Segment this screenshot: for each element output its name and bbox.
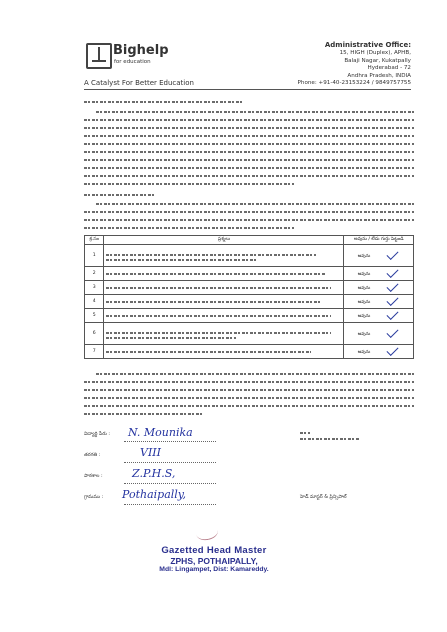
checkmark-icon bbox=[384, 311, 400, 319]
school-value: Z.P.H.S, bbox=[132, 467, 176, 480]
headmaster-stamp bbox=[154, 545, 274, 573]
row-serial: 1 bbox=[85, 245, 104, 267]
bighelp-logo-icon bbox=[86, 43, 112, 69]
checkmark-icon bbox=[384, 251, 400, 259]
row-question bbox=[104, 281, 344, 295]
office-line: Balaji Nagar, Kukatpally bbox=[344, 57, 411, 64]
table-row bbox=[85, 281, 414, 295]
header-serial: క్ర.సం bbox=[85, 236, 104, 245]
row-question bbox=[104, 295, 344, 309]
row-question bbox=[104, 345, 344, 359]
stamp-title: Gazetted Head Master bbox=[161, 545, 267, 556]
answer-text: అవును bbox=[357, 285, 371, 291]
row-answer bbox=[344, 295, 414, 309]
stamp-address: Mdl: Lingampet, Dist: Kamareddy. bbox=[159, 566, 269, 573]
table-header-row bbox=[85, 236, 414, 245]
checkmark-icon bbox=[384, 269, 400, 277]
answer-text: అవును bbox=[357, 313, 371, 319]
school-label: పాఠశాల : bbox=[84, 474, 103, 479]
village-line bbox=[124, 504, 216, 505]
row-question bbox=[104, 309, 344, 323]
header-question: ప్రశ్నలు bbox=[104, 236, 344, 245]
name-line bbox=[124, 441, 216, 442]
table-row bbox=[85, 267, 414, 281]
office-line: 15, HIGH (Duplex), APHB, bbox=[339, 50, 411, 56]
row-answer bbox=[344, 267, 414, 281]
row-answer bbox=[344, 281, 414, 295]
table-row bbox=[85, 345, 414, 359]
questionnaire-table bbox=[84, 235, 414, 359]
table-row bbox=[85, 323, 414, 345]
name-label: విద్యార్థి పేరు : bbox=[84, 432, 111, 437]
class-label: తరగతి : bbox=[84, 453, 101, 458]
row-answer bbox=[344, 323, 414, 345]
table-row bbox=[85, 295, 414, 309]
checkmark-icon bbox=[384, 347, 400, 355]
row-question bbox=[104, 323, 344, 345]
village-label: గ్రామము : bbox=[84, 495, 104, 500]
office-line: Andhra Pradesh, INDIA bbox=[347, 72, 411, 79]
tagline: A Catalyst For Better Education bbox=[84, 79, 194, 87]
office-title: Administrative Office: bbox=[324, 41, 411, 49]
office-line: Hyderabad - 72 bbox=[367, 65, 411, 72]
row-answer bbox=[344, 345, 414, 359]
table-row bbox=[85, 245, 414, 267]
row-serial: 4 bbox=[85, 295, 104, 309]
school-line bbox=[124, 483, 216, 484]
row-serial: 2 bbox=[85, 267, 104, 281]
row-question bbox=[104, 245, 344, 267]
headmaster-label: హెడ్ మాస్టర్ & ప్రిన్సిపాల్ bbox=[300, 495, 347, 500]
table-row bbox=[85, 309, 414, 323]
header-divider bbox=[84, 89, 411, 90]
answer-text: అవును bbox=[357, 299, 371, 305]
checkmark-icon bbox=[384, 297, 400, 305]
answer-text: అవును bbox=[357, 349, 371, 355]
brand-name: Bighelp bbox=[113, 43, 169, 58]
row-answer bbox=[344, 245, 414, 267]
brand-subtitle: for education bbox=[114, 59, 151, 65]
row-question bbox=[104, 267, 344, 281]
village-value: Pothaipally, bbox=[122, 488, 187, 501]
office-address bbox=[298, 41, 411, 88]
checkmark-icon bbox=[384, 329, 400, 337]
answer-text: అవును bbox=[357, 331, 371, 337]
row-answer bbox=[344, 309, 414, 323]
row-serial: 5 bbox=[85, 309, 104, 323]
stamp-school: ZPHS, POTHAIPALLY, bbox=[170, 556, 258, 566]
row-serial: 6 bbox=[85, 323, 104, 345]
student-name: N. Mounika bbox=[128, 426, 193, 439]
signature-mark bbox=[195, 523, 220, 542]
answer-text: అవును bbox=[357, 253, 371, 259]
row-serial: 7 bbox=[85, 345, 104, 359]
answer-text: అవును bbox=[357, 271, 371, 277]
row-serial: 3 bbox=[85, 281, 104, 295]
class-value: VIII bbox=[140, 446, 161, 459]
header-answer: అవును / లేదు గుర్తు పెట్టండి bbox=[344, 236, 414, 245]
office-phone: Phone: +91-40-23153224 / 9849757755 bbox=[297, 80, 411, 87]
class-line bbox=[124, 462, 216, 463]
checkmark-icon bbox=[384, 283, 400, 291]
signature-area bbox=[300, 432, 360, 440]
